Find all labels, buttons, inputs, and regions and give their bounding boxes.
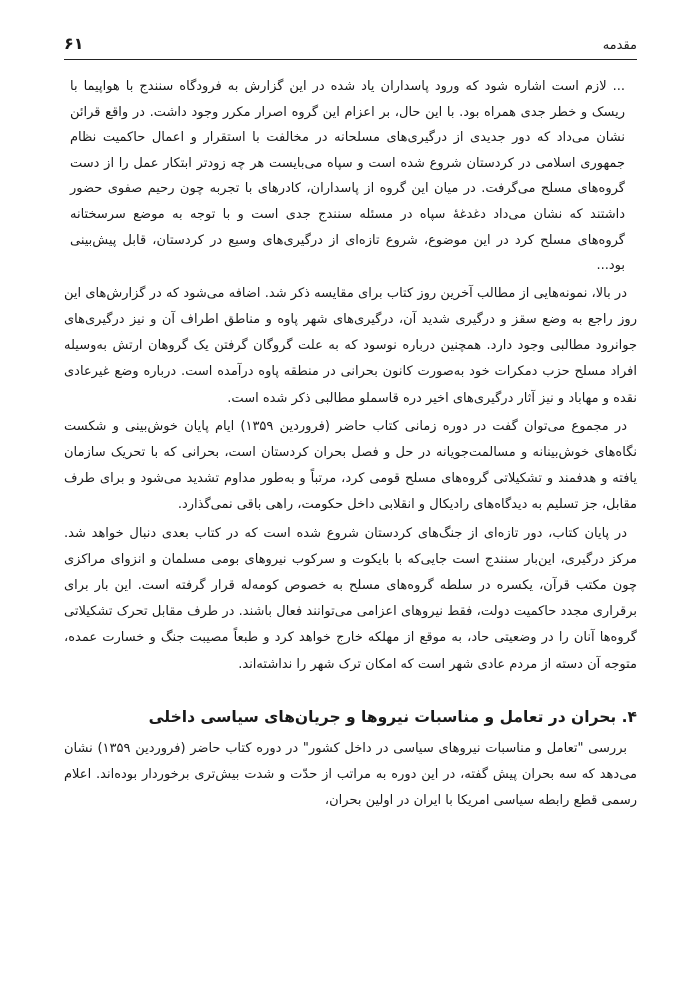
body-paragraph: در مجموع می‌توان گفت در دوره زمانی کتاب حاضر (فروردین ۱۳۵۹) ایام پایان خوش‌بینی و شکست نگاه‌های خوش‌بینانه و مسالمت‌جویانه در حل و فصل بحران کردستان است، بحرانی که با تحریک سازمان یافته و هدفمند و تشکیلاتی گروه‌های مسلح قومی کرد، مرتباً و به‌طور مداوم تشدید می‌شود و برای طرف مقابل، جز تسلیم به دیدگاه‌های رادیکال و انقلابی داخل حکومت، راهی باقی نمی‌گذارد. (64, 418, 637, 513)
section-heading: ۴. بحران در تعامل و مناسبات نیروها و جریان‌های سیاسی داخلی (148, 707, 637, 726)
page-number: ۶۱ (64, 34, 84, 53)
body-paragraph: در پایان کتاب، دور تازه‌ای از جنگ‌های کردستان شروع شده است که در کتاب بعدی دنبال خواهد شد. مرکز درگیری، این‌بار سنندج است جایی‌که با بایکوت و سرکوب نیروهای بومی مسلمان و انزوای مراکزی چون مکتب قرآن، یکسره در سلطه گروه‌های مسلح به خصوص کومه‌له قرار گرفته است. این بار برای برقراری مجدد حاکمیت دولت، فقط نیروهای اعزامی می‌توانند فعال باشند. در طرف مقابل تحرک تشکیلاتی گروه‌ها آنان را در وضعیتی حاد، به موقع از مهلکه خارج خواهد کرد و طبعاً مصیبت جنگ و خسارت عمده، متوجه آن دسته از مردم عادی شهر است که امکان ترک شهر را نداشته‌اند. (64, 525, 637, 672)
block-quote: ... لازم است اشاره شود که ورود پاسداران یاد شده در این گزارش به فرودگاه سنندج با هواپیما با ریسک و خطر جدی همراه بود. با این حال، بر اعزام این گروه اصرار مکرر وجود داشت. در واقع قرائن نشان می‌داد که دور جدیدی از درگیری‌های مسلحانه در مخالفت با استقرار و اعمال حاکمیت نظام جمهوری اسلامی در کردستان شروع شده است و سپاه می‌بایست هر چه زودتر ابتکار عمل را از دست گروه‌های مسلح می‌گرفت. در میان این گروه از پاسداران، کادرهای با تجربه چون رحیم صفوی حضور داشتند که نشان می‌داد دغدغهٔ سپاه در مسئله سنندج جدی است و با توجه به موضع سرسختانه گروه‌های مسلح کرد در این موضوع، شروع تازه‌ای از درگیری‌های وسیع در کردستان، قابل پیش‌بینی بود... (70, 79, 625, 274)
section-paragraph: بررسی "تعامل و مناسبات نیروهای سیاسی در داخل کشور" در دوره کتاب حاضر (فروردین ۱۳۵۹) نشان می‌دهد که سه بحران پیش گفته، در این دوره به مراتب از حدّت و شدت بیش‌تری برخوردار بوده‌اند. اعلام رسمی قطع رابطه سیاسی امریکا با ایران در اولین بحران، (64, 740, 637, 809)
page-header (64, 34, 637, 60)
running-title: مقدمه (602, 38, 637, 53)
body-paragraph: در بالا، نمونه‌هایی از مطالب آخرین روز کتاب برای مقایسه ذکر شد. اضافه می‌شود که در گزارش‌های این روز راجع به وضع سقز و درگیری شدید آن، درگیری‌های شهر پاوه و مناطق اطراف آن و نیز درگیری‌های جوانرود مطالبی وجود دارد. همچنین درباره نوسود که به علت گروگان گرفتن یک گروهان ارتش به‌وسیله افراد مسلح حزب دمکرات خود به‌صورت کانون بحرانی در منطقه پاوه درآمده است. درباره وضع غیرعادی نقده و مهاباد و نیز آثار درگیری‌های اخیر دره قاسملو مطالبی ذکر شده است. (64, 285, 637, 406)
